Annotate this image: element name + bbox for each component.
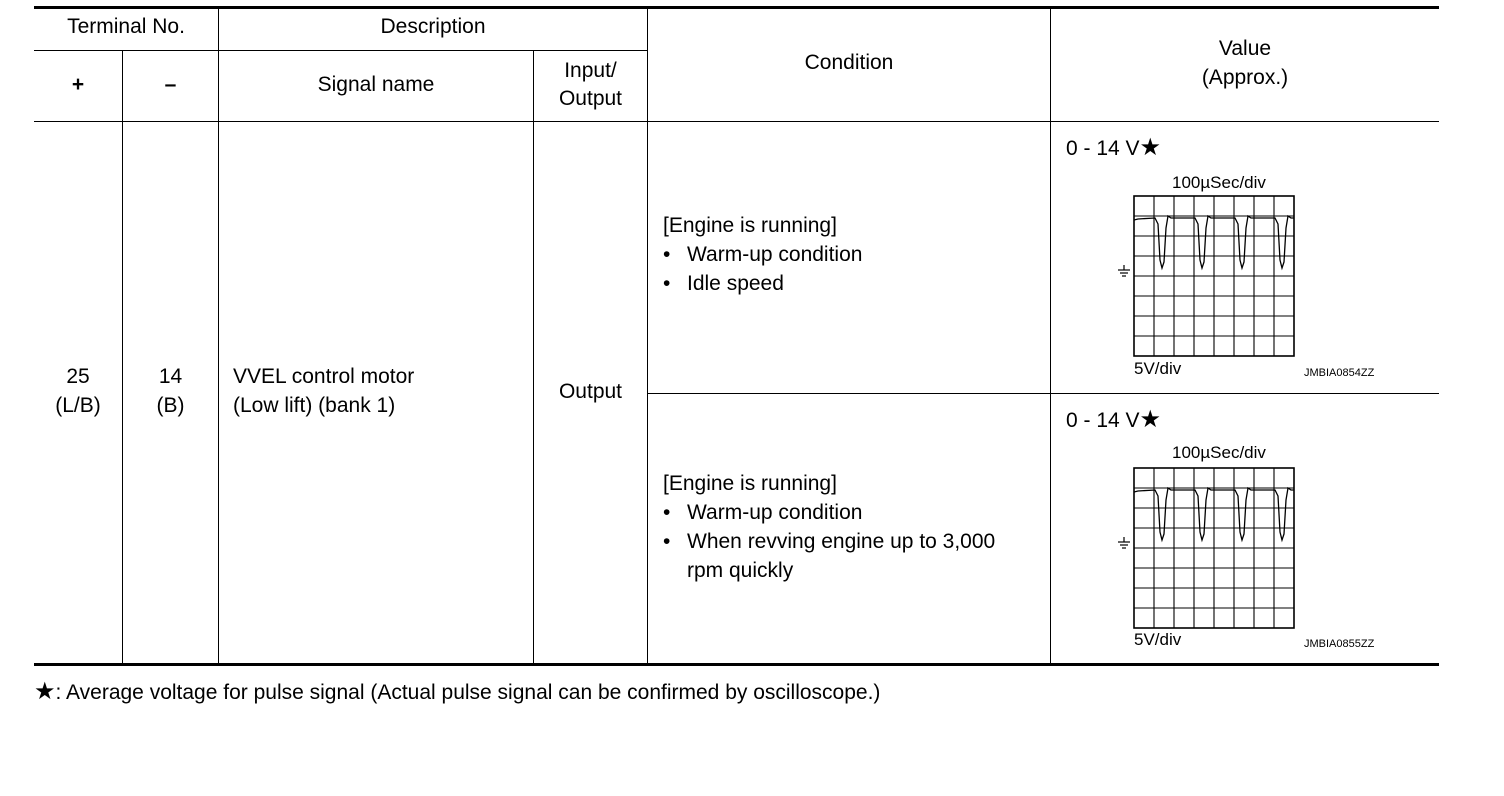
ground-icon [1118,537,1130,548]
scope-grid [1134,196,1294,356]
plus-terminal-number: 25 [66,365,90,388]
scope-grid [1134,468,1294,628]
oscilloscope-figure-1 [1050,122,1439,393]
time-per-division: 100µSec/div [1172,173,1266,192]
header-terminal-no: Terminal No. [67,15,185,38]
signal-name-line2: (Low lift) (bank 1) [233,394,396,417]
time-per-division: 100µSec/div [1172,443,1266,462]
figure-code: JMBIA0854ZZ [1304,367,1375,379]
star-icon: ★ [1139,406,1162,433]
header-value-line2: (Approx.) [1201,66,1289,89]
minus-terminal-number: 14 [158,365,183,388]
voltage-range: 0 - 14 V★ [1066,134,1162,161]
condition-item: • Warm-up condition [663,240,862,269]
col-divider-condition [647,8,648,664]
col-divider-io [533,50,534,664]
condition-block-1 [663,211,862,298]
waveform-grid [1050,394,1439,663]
star-icon: ★ [34,678,56,705]
volts-per-division: 5V/div [1134,630,1182,649]
figure-code: JMBIA0855ZZ [1304,638,1375,650]
header-subdivider [34,50,647,51]
voltage-range: 0 - 14 V★ [1066,406,1162,433]
ground-icon [1118,265,1130,276]
io-value: Output [558,380,623,403]
col-divider-description [218,8,219,664]
header-input-output-line2: Output [558,87,623,110]
header-description: Description [380,15,486,38]
header-input-output-line1: Input/ [564,59,617,82]
col-divider-minus [122,50,123,664]
condition-heading: [Engine is running] [663,472,837,495]
waveform-grid [1050,122,1439,393]
bullet-icon: • [663,243,671,266]
footnote [34,678,880,707]
star-icon: ★ [1139,134,1162,161]
plus-terminal-color: (L/B) [55,394,101,417]
table-top-rule [34,6,1439,9]
footnote-text: : Average voltage for pulse signal (Actual pulse signal can be confirmed by oscilloscope.) [55,681,881,704]
header-minus: – [164,73,177,96]
header-condition: Condition [804,51,894,74]
minus-terminal-color: (B) [156,394,185,417]
condition-block-2 [663,469,995,585]
condition-item: • Idle speed [663,269,862,298]
bullet-icon: • [663,501,671,524]
oscilloscope-figure-2 [1050,394,1439,663]
header-plus: + [71,73,85,96]
bullet-icon: • [663,272,671,295]
header-signal-name: Signal name [317,73,435,96]
volts-per-division: 5V/div [1134,359,1182,378]
condition-item: • When revving engine up to 3,000 [663,527,995,556]
table-bottom-rule [34,663,1439,666]
bullet-icon: • [663,530,671,553]
signal-name-line1: VVEL control motor [233,365,415,388]
condition-item: • Warm-up condition [663,498,995,527]
condition-heading: [Engine is running] [663,214,837,237]
header-value-line1: Value [1218,37,1272,60]
condition-item-continuation: rpm quickly [687,559,794,582]
